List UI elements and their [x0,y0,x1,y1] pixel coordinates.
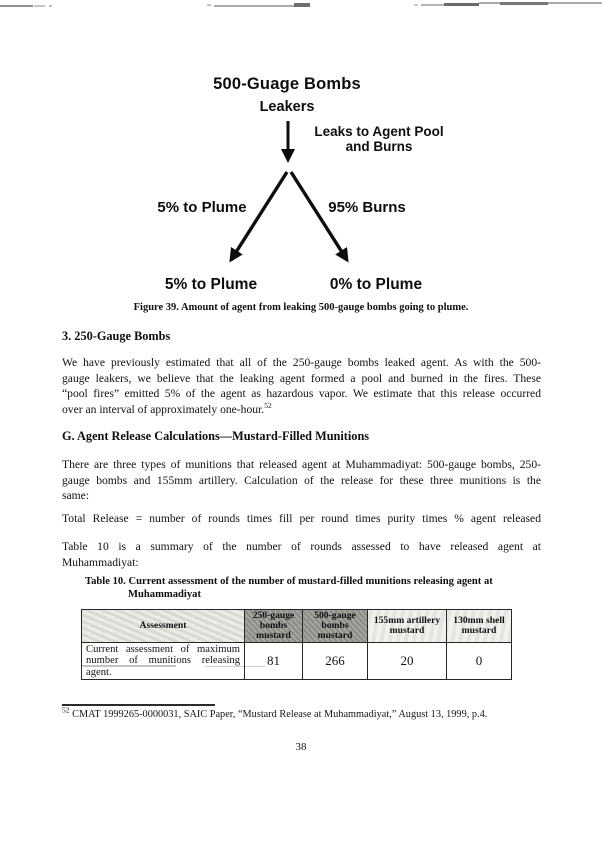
diagram-title: 500-Guage Bombs [213,75,361,93]
data-cell-250-gauge: 81 [245,643,303,680]
paragraph-line: gauge leakers, we believe that the leaking agent formed a pool and burned in the fires. These [62,371,541,385]
right-outcome-label: 0% to Plume [329,276,423,293]
table-caption-line1: Table 10. Current assessment of the number of mustard-filled munitions releasing agent at [85,576,493,587]
header-cell-assessment: Assessment [82,610,245,643]
release-formula: Total Release = number of rounds times fill per round times purity times % agent released [62,512,541,525]
branch-label-line1: Leaks to Agent Pool [314,124,444,139]
left-outcome-label: 5% to Plume [164,276,258,293]
section-g-paragraph [62,457,541,504]
paragraph-line: Table 10 is a summary of the number of rounds assessed to have released agent at [62,540,541,553]
footnote-marker: 52 [62,705,70,715]
data-cell-500-gauge: 266 [303,643,368,680]
right-branch-label: 95% Burns [328,199,406,216]
data-cell-label: Current assessment of maximum number of munitions releasing agent. [82,643,245,680]
table-caption-line2: Muhammadiyat [128,588,201,600]
section-3-paragraph [62,355,541,417]
diagram-subtitle: Leakers [259,99,315,115]
figure-caption: Figure 39. Amount of agent from leaking 500-gauge bombs going to plume. [133,302,469,313]
munitions-table [81,609,512,680]
footnote-reference: 52 [264,400,272,410]
table-caption [85,576,525,601]
arrow-left-to-plume [231,172,287,260]
branch-label-line2: and Burns [345,139,413,154]
page-number: 38 [295,741,307,753]
footnote [62,705,562,720]
table-data-row [82,643,512,680]
data-cell-155mm: 20 [368,643,447,680]
footnote-rule [62,704,215,706]
paragraph-line-text: over an interval of approximately one-hour. [62,402,265,416]
table-summary-paragraph [62,539,541,570]
paragraph-line: “pool fires” emitted 5% of the agent as hazardous vapor. We estimate that this release occurred [62,387,541,401]
paragraph-line [62,402,541,418]
diagram-arrows [0,0,602,320]
arrow-right-to-burns [291,172,347,260]
paragraph-line: gauge bombs and 155mm artillery. Calculation of the release for these three munitions is the [62,473,541,487]
section-g-heading: G. Agent Release Calculations—Mustard-Filled Munitions [62,429,370,443]
table-header-row [82,610,512,643]
left-branch-label: 5% to Plume [157,199,247,216]
section-3-heading: 3. 250-Gauge Bombs [62,329,171,343]
paragraph-line: We have previously estimated that all of the 250-gauge bombs leaked agent. As with the 500- [62,356,541,369]
header-cell-500-gauge: 500-gauge bombs mustard [303,610,368,643]
footnote-text: CMAT 1999265-0000031, SAIC Paper, “Mustard Release at Muhammadiyat,” August 13, 1999, p.4. [72,709,488,720]
data-cell-130mm: 0 [447,643,512,680]
paragraph-line: Muhammadiyat: [62,555,139,569]
header-cell-250-gauge: 250-gauge bombs mustard [245,610,303,643]
header-cell-130mm: 130mm shell mustard [447,610,512,643]
paragraph-line: same: [62,489,90,503]
paragraph-line: There are three types of munitions that released agent at Muhammadiyat: 500-gauge bombs, 250- [62,458,541,471]
branch-label [299,124,459,154]
header-cell-155mm: 155mm artillery mustard [368,610,447,643]
